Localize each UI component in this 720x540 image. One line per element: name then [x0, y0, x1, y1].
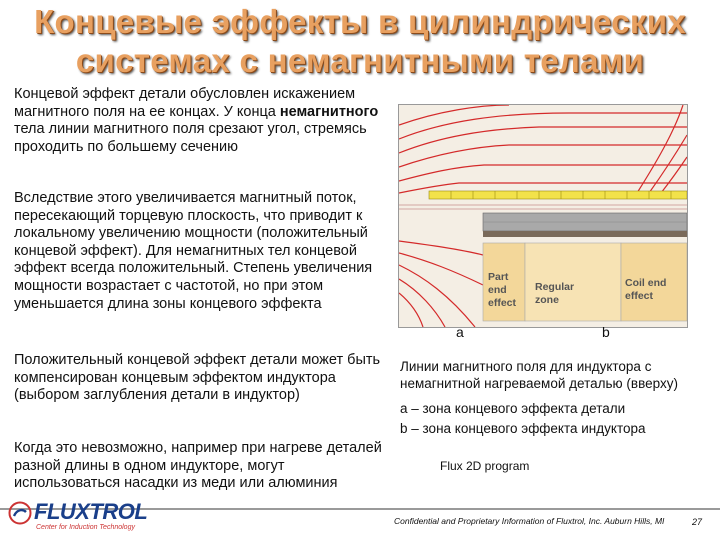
- figure-label-b: b: [602, 324, 610, 340]
- p1-text-b: тела линии магнитного поля срезают угол, стремясь проходить по большему сечению: [14, 121, 367, 155]
- zone-regular-line1: Regular: [535, 281, 575, 293]
- field-lines-plot: [399, 105, 687, 327]
- page-number: 27: [692, 517, 703, 527]
- p1-text-a: Концевой эффект детали обусловлен искажением магнитного поля на ее концах. У конца: [14, 86, 356, 120]
- field-lines-figure: [398, 104, 688, 328]
- fluxtrol-logo: [6, 497, 148, 537]
- zone-part-end-line3: effect: [488, 297, 517, 309]
- workpiece-lower-band: [483, 231, 687, 237]
- fluxtrol-mark-icon: [8, 501, 32, 525]
- zone-part-end-line2: end: [488, 284, 507, 296]
- paragraph-positive-effect: Вследствие этого увеличивается магнитный поток, пересекающий торцевую плоскость, что приводит к локальному увеличению мощности (положительный концевой эффект). Для немагнитных тел концевой эффект всегда положительный. Степень увеличения мощности возрастает с частотой, но при этом уменьшается длина зоны концевого эффекта: [14, 190, 373, 312]
- coil-turns: [429, 191, 687, 199]
- zone-part-end-line1: Part: [488, 271, 509, 283]
- program-credit: Flux 2D program: [440, 459, 530, 473]
- title-line-1: Концевые эффекты в цилиндрических: [34, 3, 686, 40]
- paragraph-end-effect-cause: [14, 86, 390, 156]
- figure-label-a: a: [456, 324, 464, 340]
- figure-caption: Линии магнитного поля для индуктора с немагнитной нагреваемой деталью (вверху): [400, 359, 678, 391]
- logo-text: FLUXTROL: [34, 499, 148, 524]
- paragraph-copper-shields: Когда это невозможно, например при нагреве деталей разной длины в одном индукторе, могут использоваться насадки из меди или алюминия: [14, 440, 382, 492]
- paragraph-compensation: Положительный концевой эффект детали может быть компенсирован концевым эффектом индуктора (выбором заглубления детали в индуктор): [14, 352, 381, 404]
- confidential-notice: Confidential and Proprietary Information of Fluxtrol, Inc. Auburn Hills, MI: [394, 516, 665, 526]
- logo-subtitle: Center for Induction Technology: [36, 524, 135, 531]
- zone-coil-end-line2: effect: [625, 290, 654, 302]
- caption-zone-a: a – зона концевого эффекта детали: [400, 401, 626, 416]
- zone-coil-end-line1: Coil end: [625, 277, 667, 289]
- p1-bold: немагнитного: [279, 103, 379, 120]
- zone-regular-line2: zone: [535, 294, 559, 306]
- slide-title: [0, 2, 720, 80]
- title-line-2: системах с немагнитными телами: [75, 42, 645, 79]
- caption-zone-b: b – зона концевого эффекта индуктора: [400, 421, 646, 436]
